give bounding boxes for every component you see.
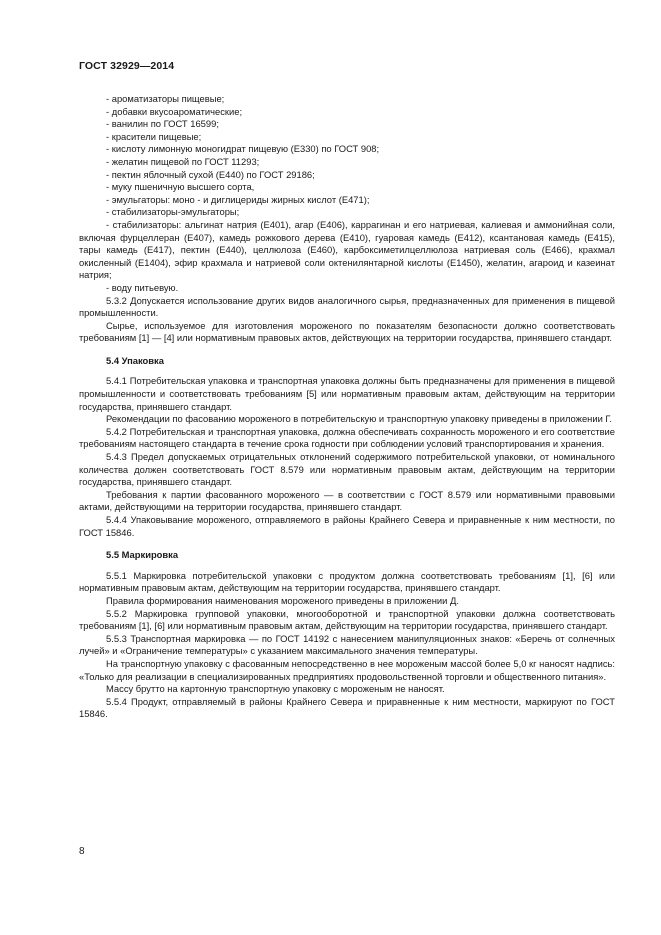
- paragraph-5-5-1: 5.5.1 Маркировка потребительской упаковки с продуктом должна соответствовать требованиям [1], [6] или нормативным правовым актам, действующим на территории государства, принявшего стандарт.: [79, 569, 615, 594]
- paragraph-naming: Правила формирования наименования мороженого приведены в приложении Д.: [106, 594, 459, 606]
- paragraph-5-5-3: 5.5.3 Транспортная маркировка — по ГОСТ 14192 с нанесением манипуляционных знаков: «Беречь от солнечных лучей» и «Ограничение температуры» с указанием максимального значения температуры.: [79, 632, 615, 657]
- paragraph-raw-safety: Сырье, используемое для изготовления мороженого по показателям безопасности должно соответствовать требованиям [1] — [4] или нормативным правовых актов, действующих на территории государства, принявшего стандарт.: [79, 319, 615, 344]
- page-number: 8: [79, 846, 85, 857]
- list-item: - муку пшеничную высшего сорта,: [106, 181, 255, 193]
- paragraph-5-3-2: 5.3.2 Допускается использование других видов аналогичного сырья, предназначенных для применения в пищевой промышленности.: [79, 294, 615, 319]
- document-header: ГОСТ 32929—2014: [79, 60, 175, 72]
- paragraph-recommend: Рекомендации по фасованию мороженого в потребительскую и транспортную упаковку приведены в приложении Г.: [106, 413, 612, 425]
- list-item: - желатин пищевой по ГОСТ 11293;: [106, 155, 260, 167]
- paragraph-gross-mass: Массу брутто на картонную транспортную упаковку с мороженым не наносят.: [106, 683, 445, 695]
- list-item: - пектин яблочный сухой (E440) по ГОСТ 29186;: [106, 168, 315, 180]
- paragraph-5-4-1: 5.4.1 Потребительская упаковка и транспортная упаковка должны быть предназначены для применения в пищевой промышленности и соответствовать требованиям [5] или нормативным правовым актам, действующим на территории государства, принявшего стандарт.: [79, 375, 615, 412]
- section-heading-5-5: 5.5 Маркировка: [106, 549, 179, 561]
- section-heading-5-4: 5.4 Упаковка: [106, 354, 164, 366]
- paragraph-5-4-4: 5.4.4 Упаковывание мороженого, отправляемого в районы Крайнего Севера и приравненные к ним местности, по ГОСТ 15846.: [79, 514, 615, 538]
- paragraph-5-5-4: 5.5.4 Продукт, отправляемый в районы Крайнего Севера и приравненные к ним местности, маркируют по ГОСТ 15846.: [79, 695, 615, 720]
- list-item: - добавки вкусоароматические;: [106, 105, 243, 117]
- list-item: - ванилин по ГОСТ 16599;: [106, 118, 219, 130]
- paragraph-water: - воду питьевую.: [106, 281, 179, 293]
- paragraph-5-4-2: 5.4.2 Потребительская и транспортная упаковка, должна обеспечивать сохранность мороженого и его соответствие требованиям настоящего стандарта в течение срока годности при соблюдении условий транспортирования и хранения.: [79, 425, 615, 450]
- paragraph-stabilizers: - стабилизаторы: альгинат натрия (E401), агар (E406), каррагинан и его натриевая, калиевая и аммонийная соли, включая фурцеллеран (E407), камедь рожкового дерева (E410), гуаровая камедь (E412), ксантановая камедь (E415), тары камедь (E417), пектин (E440), целлюлоза (E460), карбоксиметилцеллюлоза натриевая соль (E466), крахмал окисленный (E1404), эфир крахмала и натриевой соли октенилянтарной кислоты (E1450), желатин, агароид и казеинат натрия;: [79, 218, 615, 281]
- paragraph-transport-pack: На транспортную упаковку с фасованным непосредственно в нее мороженым массой более 5,0 кг наносят надпись: «Только для реализации в специализированных предприятиях продовольственной торговли и общественного питания».: [79, 657, 615, 682]
- list-item: - кислоту лимонную моногидрат пищевую (E330) по ГОСТ 908;: [106, 143, 380, 155]
- list-item: - эмульгаторы: моно - и диглицериды жирных кислот (E471);: [106, 193, 370, 205]
- document-body: [79, 93, 615, 721]
- list-item: - стабилизаторы-эмульгаторы;: [106, 206, 240, 218]
- list-item: - красители пищевые;: [106, 130, 202, 142]
- paragraph-5-5-2: 5.5.2 Маркировка групповой упаковки, многооборотной и транспортной упаковки должна соответствовать требованиям [1], [6] или нормативным правовым актам, действующим на территории государства, принявшего стандарт.: [79, 607, 615, 632]
- paragraph-batch: Требования к партии фасованного мороженого — в соответствии с ГОСТ 8.579 или нормативными правовыми актами, действующими на территории государства, принявшего стандарт.: [79, 488, 615, 513]
- list-item: - ароматизаторы пищевые;: [106, 93, 225, 104]
- paragraph-5-4-3: 5.4.3 Предел допускаемых отрицательных отклонений содержимого потребительской упаковки, от номинального количества должен соответствовать ГОСТ 8.579 или нормативным правовым актам, действующим на территории государства, принявшего стандарт.: [79, 451, 615, 488]
